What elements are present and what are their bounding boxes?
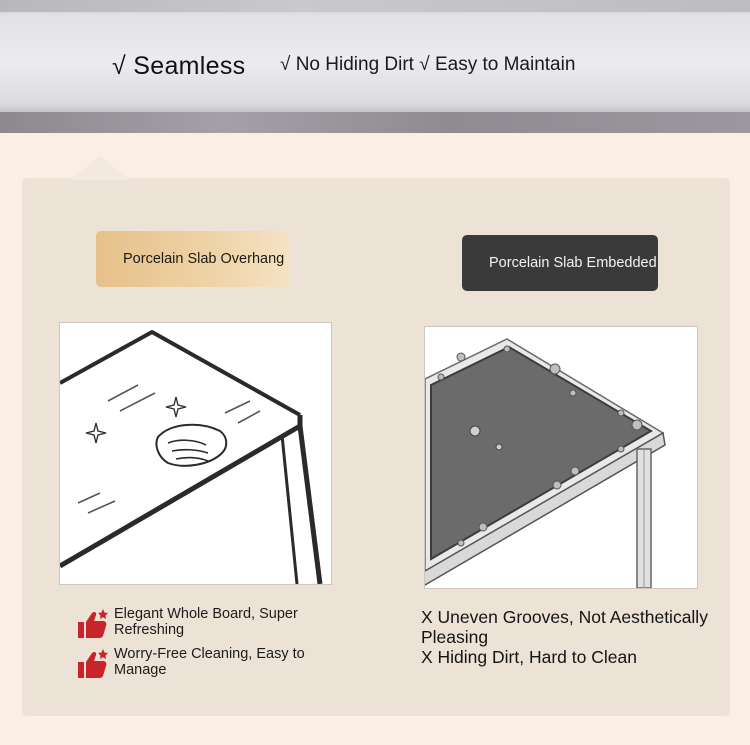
embedded-illustration bbox=[424, 326, 698, 589]
overhang-illustration bbox=[59, 322, 332, 585]
panel-notch bbox=[70, 156, 130, 180]
drawback-text: X Uneven Grooves, Not Aesthetically Pleasing bbox=[421, 607, 708, 647]
banner-headline: √ Seamless bbox=[112, 52, 246, 80]
drawback-list bbox=[421, 607, 731, 667]
benefit-text: Worry-Free Cleaning, Easy to Manage bbox=[114, 646, 305, 678]
banner-subline: √ No Hiding Dirt √ Easy to Maintain bbox=[280, 54, 576, 75]
label-embedded-text: Porcelain Slab Embedded bbox=[489, 255, 657, 271]
label-overhang-text: Porcelain Slab Overhang bbox=[123, 251, 285, 267]
label-embedded bbox=[462, 235, 658, 291]
thumbs-up-star-icon bbox=[76, 608, 110, 640]
benefit-text: Elegant Whole Board, Super Refreshing bbox=[114, 606, 298, 638]
thumbs-up-star-icon bbox=[76, 648, 110, 680]
label-overhang bbox=[96, 231, 290, 287]
drawback-text: X Hiding Dirt, Hard to Clean bbox=[421, 647, 637, 667]
embedded-slab-dirt-icon bbox=[425, 327, 697, 588]
table-wipe-icon bbox=[60, 323, 331, 584]
